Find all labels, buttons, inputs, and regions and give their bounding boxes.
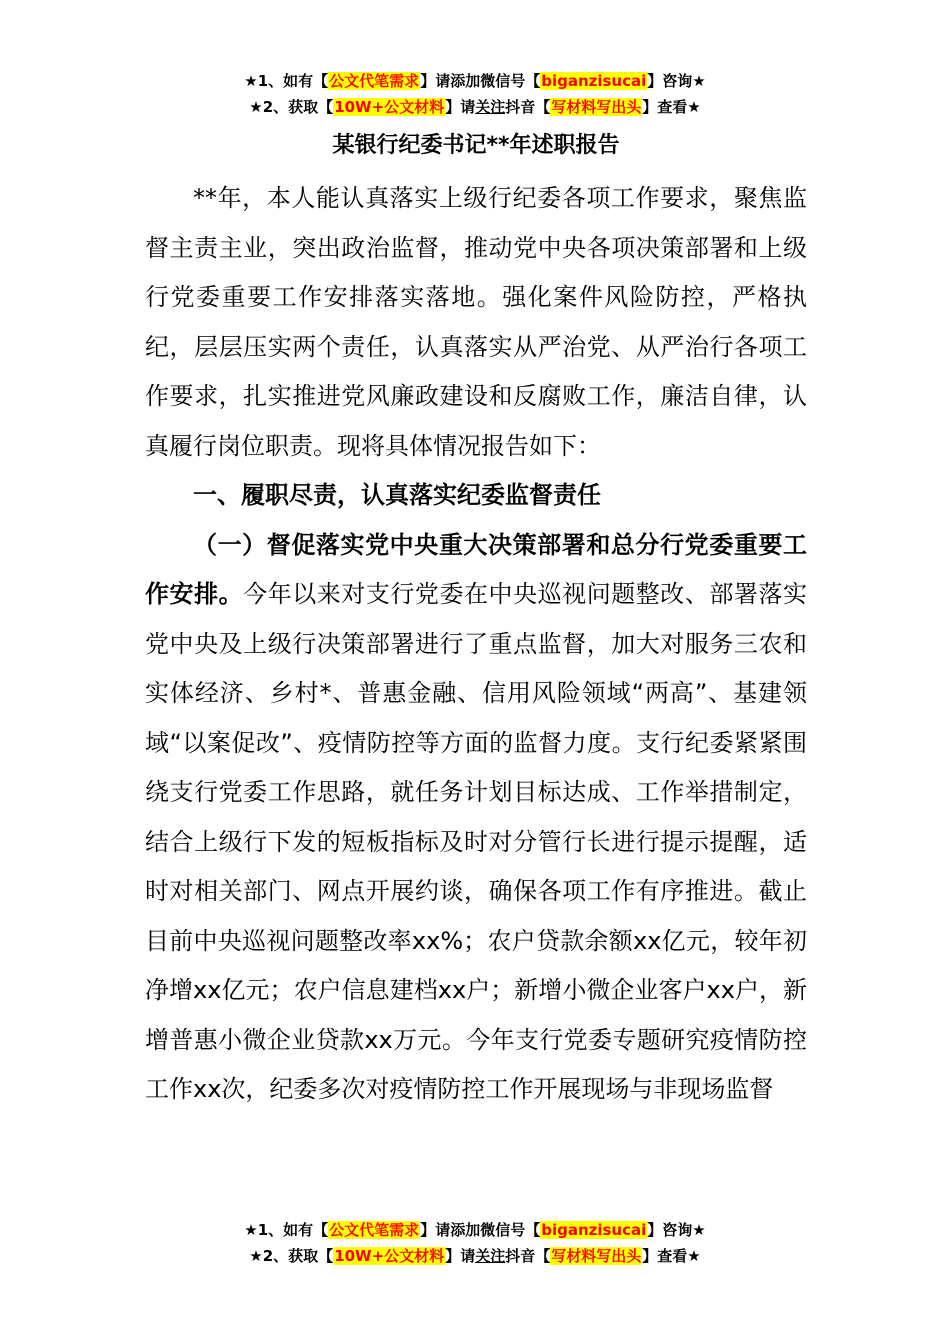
banner-text: 】咨询★: [647, 1221, 706, 1239]
banner-text: 】请添加微信号【: [420, 1221, 541, 1239]
banner-text: 】请添加微信号【: [420, 72, 541, 90]
banner-highlight: 写材料写出头: [551, 1247, 642, 1265]
footer-banner: [0, 1217, 950, 1269]
banner-text: ★1、如有【: [244, 1221, 329, 1239]
banner-highlight: 10W+公文材料: [334, 1247, 445, 1265]
banner-text: 抖音【: [505, 1247, 551, 1265]
banner-text: 】咨询★: [647, 72, 706, 90]
banner-line-1: [0, 1217, 950, 1243]
banner-highlight: 10W+公文材料: [334, 98, 445, 116]
banner-line-2: [0, 94, 950, 120]
banner-highlight: 公文代笔需求: [329, 72, 420, 90]
banner-text: 】请: [445, 98, 476, 116]
subsection-paragraph-1: [145, 521, 807, 1115]
banner-highlight: 公文代笔需求: [329, 1221, 420, 1239]
banner-text: 】请: [445, 1247, 476, 1265]
banner-underline: 关注: [475, 98, 506, 116]
banner-text: ★2、获取【: [249, 98, 334, 116]
header-banner: [0, 68, 950, 120]
banner-highlight: biganzisucai: [541, 1221, 647, 1239]
banner-text: 】查看★: [642, 1247, 701, 1265]
banner-text: 】查看★: [642, 98, 701, 116]
intro-paragraph: **年，本人能认真落实上级行纪委各项工作要求，聚焦监督主责主业，突出政治监督，推动党中央各项决策部署和上级行党委重要工作安排落实落地。强化案件风险防控，严格执纪，层层压实两个责任，认真落实从严治党、从严治行各项工作要求，扎实推进党风廉政建设和反腐败工作，廉洁自律，认真履行岗位职责。现将具体情况报告如下：: [145, 184, 807, 460]
banner-text: ★2、获取【: [249, 1247, 334, 1265]
banner-line-1: [0, 68, 950, 94]
banner-text: ★1、如有【: [244, 72, 329, 90]
subsection-title-1: （一）督促落实党中央重大决策部署和总分行党委重要工作安排。: [145, 530, 807, 608]
banner-line-2: [0, 1243, 950, 1269]
banner-underline: 关注: [475, 1247, 506, 1265]
document-body: [145, 128, 807, 1115]
section-heading-1: 一、履职尽责，认真落实纪委监督责任: [193, 481, 601, 509]
subsection-body-1: 今年以来对支行党委在中央巡视问题整改、部署落实党中央及上级行决策部署进行了重点监督，加大对服务三农和实体经济、乡村*、普惠金融、信用风险领域“两高”、基建领域“以案促改”、疫情防控等方面的监督力度。支行纪委紧紧围绕支行党委工作思路，就任务计划目标达成、工作举措制定，结合上级行下发的短板指标及时对分管行长进行提示提醒，适时对相关部门、网点开展约谈，确保各项工作有序推进。截止目前中央巡视问题整改率xx%；农户贷款余额xx亿元，较年初净增xx亿元；农户信息建档xx户；新增小微企业客户xx户，新增普惠小微企业贷款xx万元。今年支行党委专题研究疫情防控工作xx次，纪委多次对疫情防控工作开展现场与非现场监督: [145, 580, 808, 1103]
document-title: 某银行纪委书记**年述职报告: [332, 133, 620, 158]
banner-highlight: biganzisucai: [541, 72, 647, 90]
banner-text: 抖音【: [505, 98, 551, 116]
banner-highlight: 写材料写出头: [551, 98, 642, 116]
